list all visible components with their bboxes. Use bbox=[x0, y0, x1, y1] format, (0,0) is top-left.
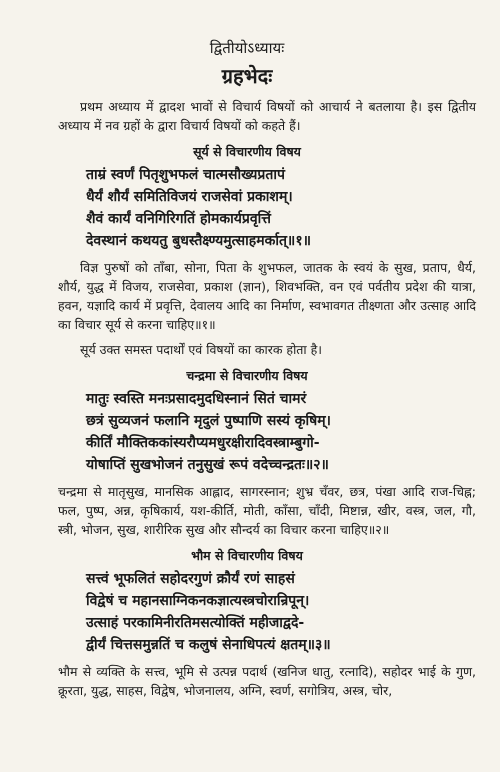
section-heading-surya: सूर्य से विचारणीय विषय bbox=[193, 144, 301, 159]
verse-line: ताम्रं स्वर्णं पितृशुभफलं चात्मसौख्यप्रतापं bbox=[86, 167, 285, 183]
verse-line: धैर्यं शौर्यं समितिविजयं राजसेवां प्रकाशम्। bbox=[86, 189, 293, 205]
verse-line: योषाप्तिं सुखभोजनं तनुसुखं रूपं वदेच्चन्द्रतः॥२॥ bbox=[86, 457, 329, 473]
verse-chandra bbox=[86, 388, 476, 476]
meaning-paragraph-chandra: चन्द्रमा से मातृसुख, मानसिक आह्लाद, सागरस्नान; शुभ्र चँवर, छत्र, पंखा आदि राज-चिह्न; फल, पुष्प, अन्न, कृषिकार्य, यश-कीर्ति, मोती, काँसा, चाँदी, मिष्टान्न, खीर, वस्त्र, जल, गौ, स्त्री, भोजन, सुख, शारीरिक सुख और सौन्दर्य का विचार करना चाहिए॥२॥ bbox=[58, 484, 476, 537]
verse-line: द्वीर्यं चित्तसमुन्नतिं च कलुषं सेनाधिपत्यं क्षतम्॥३॥ bbox=[86, 637, 331, 653]
verse-line: उत्साहं परकामिनीरतिमसत्योक्तिं महीजाद्वदे- bbox=[86, 615, 305, 631]
meaning-paragraph-surya: विज्ञ पुरुषों को ताँबा, सोना, पिता के शुभफल, जातक के स्वयं के सुख, प्रताप, धैर्य, शौर्य, युद्ध में विजय, राजसेवा, प्रकाश (ज्ञान), शिवभक्ति, वन एवं पर्वतीय प्रदेश की यात्रा, हवन, यज्ञादि कार्य में प्रवृत्ति, देवालय आदि का निर्माण, स्वभावगत तीक्ष्णता और उत्साह आदि का विचार सूर्य से करना चाहिए॥१॥ bbox=[58, 260, 476, 332]
verse-line: कीर्तिं मौक्तिककांस्यरौप्यमधुरक्षीरादिवस्त्राम्बुगो- bbox=[86, 435, 320, 451]
section-heading-bhaum: भौम से विचारणीय विषय bbox=[191, 548, 303, 563]
chapter-title: द्वितीयोऽध्यायः bbox=[209, 39, 285, 57]
verse-line: मातुः स्वस्ति मनःप्रसादमुदधिस्नानं सितं चामरं bbox=[86, 391, 307, 407]
verse-line: देवस्थानं कथयतु बुधस्तैक्ष्ण्यमुत्साहमर्कात्॥१॥ bbox=[86, 233, 311, 249]
intro-paragraph: प्रथम अध्याय में द्वादश भावों से विचार्य विषयों को आचार्य ने बतलाया है। इस द्वितीय अध्याय में नव ग्रहों के द्वारा विचार्य विषयों को कहते हैं। bbox=[58, 99, 476, 133]
meaning-paragraph-bhaum: भौम से व्यक्ति के सत्त्व, भूमि से उत्पन्न पदार्थ (खनिज धातु, रत्नादि), सहोदर भाई के गुण, क्रूरता, युद्ध, साहस, विद्वेष, भोजनालय, अग्नि, स्वर्ण, सगोत्रिय, अस्त्र, चोर, bbox=[58, 664, 476, 698]
verse-bhaum bbox=[86, 568, 476, 656]
verse-line: सत्त्वं भूफलितं सहोदरगुणं क्रौर्यं रणं साहसं bbox=[86, 571, 295, 587]
note-paragraph-surya: सूर्य उक्त समस्त पदार्थों एवं विषयों का कारक होता है। bbox=[80, 342, 323, 357]
section-heading-chandra: चन्द्रमा से विचारणीय विषय bbox=[186, 368, 308, 383]
page-title: ग्रहभेदः bbox=[221, 64, 273, 88]
verse-line: शैवं कार्यं वनिगिरिगतिं होमकार्यप्रवृत्तिं bbox=[86, 211, 271, 227]
verse-line: छत्रं सुव्यजनं फलानि मृदुलं पुष्पाणि सस्यं कृषिम्। bbox=[86, 413, 331, 429]
verse-surya bbox=[86, 164, 476, 252]
verse-line: विद्वेषं च महानसाग्निकनकज्ञात्यस्त्रचोरान्रिपून्। bbox=[86, 593, 310, 609]
